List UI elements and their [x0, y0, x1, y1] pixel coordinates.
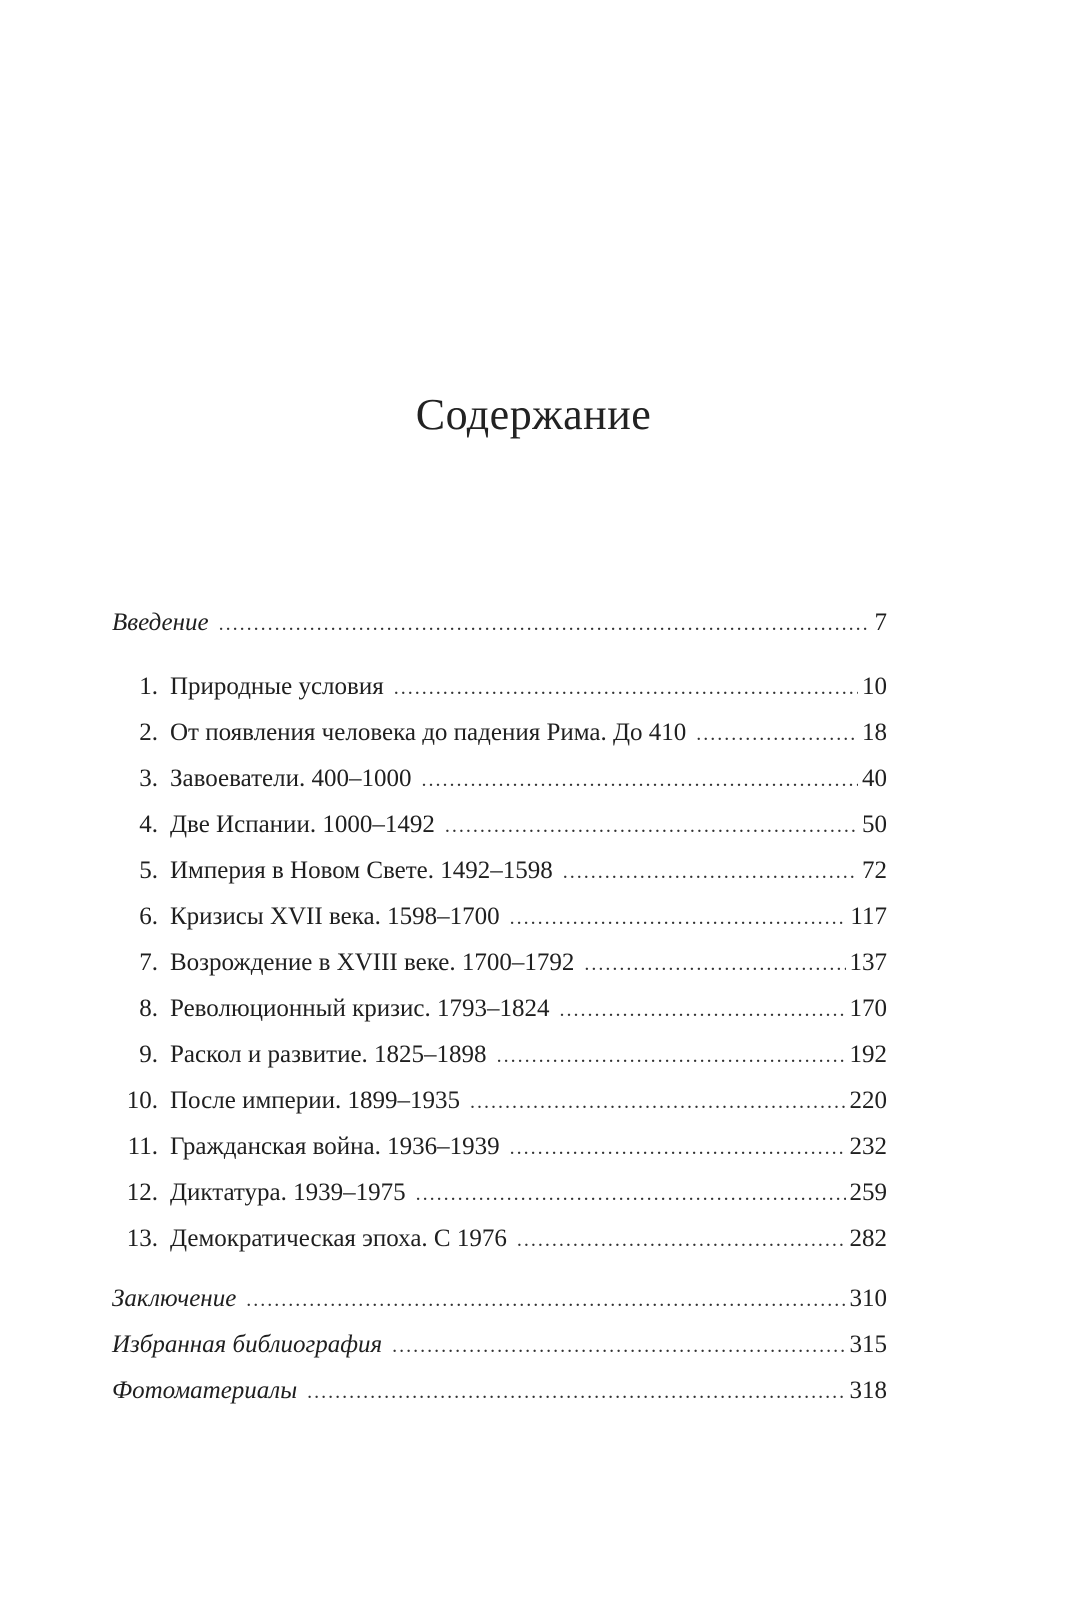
toc-entry-label: Избранная библиография: [112, 1331, 383, 1358]
toc-entry-chapter: [112, 710, 887, 756]
dot-leader: [394, 665, 858, 711]
dot-leader: [696, 711, 858, 757]
dot-leader: [219, 601, 871, 647]
chapter-number: 12.: [126, 1179, 158, 1206]
chapter-number: 10.: [126, 1087, 158, 1114]
toc-entry-label: Заключение: [112, 1285, 237, 1312]
toc-entry-page: 170: [849, 995, 887, 1022]
toc-entry-page: 282: [849, 1225, 887, 1252]
toc-entry-label: Фотоматериалы: [112, 1377, 298, 1404]
toc-entry-label: После империи. 1899–1935: [170, 1087, 461, 1114]
chapter-number: 9.: [139, 1041, 158, 1068]
chapter-number: 5.: [139, 857, 158, 884]
toc-entry-chapter: [112, 848, 887, 894]
toc-entry-page: 310: [849, 1285, 887, 1312]
page-title: Содержание: [415, 390, 652, 439]
toc-entry-page: 192: [849, 1041, 887, 1068]
toc-entry-page: 315: [849, 1331, 887, 1358]
toc-entry-page: 40: [862, 765, 887, 792]
dot-leader: [445, 803, 858, 849]
toc-entry-chapter: [112, 664, 887, 710]
chapter-number: 4.: [139, 811, 158, 838]
toc-entry-page: 220: [849, 1087, 887, 1114]
toc-entry-chapter: [112, 1032, 887, 1078]
toc-entry-label: Революционный кризис. 1793–1824: [170, 995, 550, 1022]
toc-entry-page: 318: [849, 1377, 887, 1404]
dot-leader: [392, 1323, 845, 1369]
toc-entry-conclusion: [112, 1276, 887, 1322]
chapter-number: 1.: [139, 673, 158, 700]
toc-entry-label: Две Испании. 1000–1492: [170, 811, 435, 838]
toc-entry-intro: [112, 600, 887, 646]
toc-entry-label: Империя в Новом Свете. 1492–1598: [170, 857, 553, 884]
toc-entry-label: Гражданская война. 1936–1939: [170, 1133, 500, 1160]
toc-entry-chapter: [112, 1170, 887, 1216]
toc-entry-label: Кризисы XVII века. 1598–1700: [170, 903, 500, 930]
toc-entry-page: 137: [849, 949, 887, 976]
dot-leader: [563, 849, 858, 895]
dot-leader: [517, 1217, 846, 1263]
dot-leader: [246, 1277, 845, 1323]
dot-leader: [416, 1171, 846, 1217]
toc-entry-page: 7: [874, 609, 887, 636]
chapter-number: 13.: [126, 1225, 158, 1252]
chapter-number: 8.: [139, 995, 158, 1022]
chapter-number: 3.: [139, 765, 158, 792]
dot-leader: [421, 757, 858, 803]
toc-entry-label: Демократическая эпоха. С 1976: [170, 1225, 507, 1252]
toc-entry-page: 259: [849, 1179, 887, 1206]
dot-leader: [497, 1033, 846, 1079]
chapter-number: 2.: [139, 719, 158, 746]
toc-entry-photos: [112, 1368, 887, 1414]
dot-leader: [307, 1369, 845, 1415]
toc-entry-chapter: [112, 1124, 887, 1170]
toc-entry-chapter: [112, 802, 887, 848]
toc-entry-chapter: [112, 940, 887, 986]
toc-entry-page: 10: [862, 673, 887, 700]
toc-entry-label: Завоеватели. 400–1000: [170, 765, 412, 792]
chapter-number: 6.: [139, 903, 158, 930]
toc-entry-chapter: [112, 1216, 887, 1262]
chapter-number: 7.: [139, 949, 158, 976]
toc-entry-label: Возрождение в XVIII веке. 1700–1792: [170, 949, 575, 976]
table-of-contents: [112, 600, 887, 1414]
dot-leader: [584, 941, 845, 987]
chapter-number: 11.: [127, 1133, 158, 1160]
dot-leader: [470, 1079, 845, 1125]
toc-entry-chapter: [112, 756, 887, 802]
toc-entry-page: 232: [849, 1133, 887, 1160]
dot-leader: [559, 987, 845, 1033]
toc-entry-chapter: [112, 894, 887, 940]
toc-entry-page: 50: [862, 811, 887, 838]
toc-entry-label: Природные условия: [170, 673, 384, 700]
toc-entry-label: Раскол и развитие. 1825–1898: [170, 1041, 487, 1068]
toc-entry-label: Введение: [112, 609, 209, 636]
toc-entry-page: 18: [862, 719, 887, 746]
toc-entry-page: 72: [862, 857, 887, 884]
toc-entry-chapter: [112, 986, 887, 1032]
toc-entry-label: От появления человека до падения Рима. До 410: [170, 719, 687, 746]
toc-entry-bibliography: [112, 1322, 887, 1368]
toc-entry-chapter: [112, 1078, 887, 1124]
toc-entry-page: 117: [850, 903, 887, 930]
dot-leader: [510, 1125, 846, 1171]
dot-leader: [510, 895, 847, 941]
toc-entry-label: Диктатура. 1939–1975: [170, 1179, 406, 1206]
